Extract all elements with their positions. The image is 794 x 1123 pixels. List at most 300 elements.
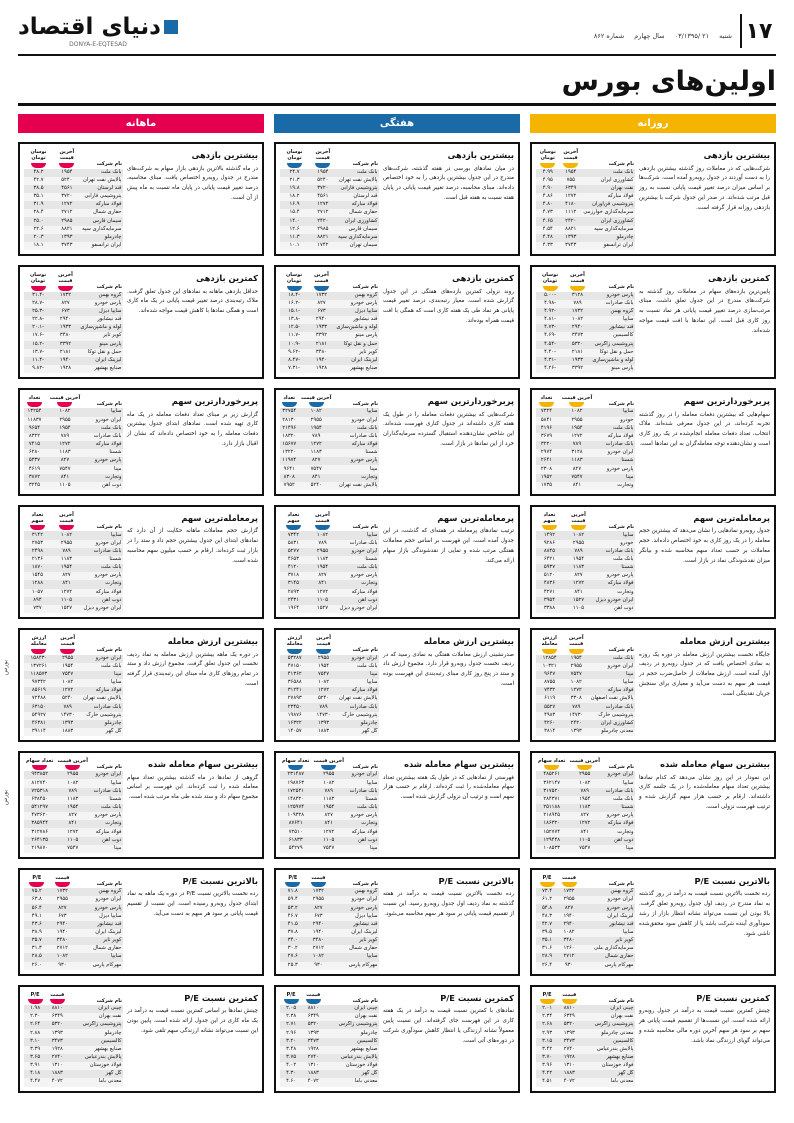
table-row <box>24 457 123 465</box>
table-row <box>24 945 123 953</box>
value-cell: ۳۴۷۳ <box>563 1037 575 1044</box>
company-name-cell: بانک صادرات <box>349 787 378 794</box>
value-cell: ۸۴۱ <box>60 473 70 480</box>
company-name-cell: پارس خودرو <box>606 812 634 819</box>
value-cell: ۱۴۷۳۰ <box>60 711 75 718</box>
company-name-cell: سایپا <box>110 679 122 686</box>
header-marker-icon <box>50 999 65 1004</box>
company-name-cell: فولاد مبارکه <box>351 201 378 208</box>
header-marker-icon <box>287 649 302 654</box>
company-name-cell: ایران خودرو <box>607 896 634 903</box>
table-row <box>24 341 123 349</box>
value-cell: ۴.۲۶- <box>544 365 556 372</box>
column-header-cell: تعداد <box>280 394 299 408</box>
value-cell: ۱۷۲۵۴۱ <box>287 787 305 794</box>
value-cell: ۱۵۸۴۳۰ <box>30 654 48 661</box>
value-cell: ۱۳۹۳ <box>62 719 74 726</box>
stat-table <box>24 757 123 853</box>
company-name-cell: سایپا <box>110 779 122 786</box>
company-name-cell: بانک صادرات <box>605 547 634 554</box>
value-cell: ۹.۶۲- <box>288 348 300 355</box>
table-row <box>536 1070 635 1078</box>
company-name-cell: وتجارت <box>361 473 378 480</box>
table-row <box>536 465 635 473</box>
company-name-cell: چینی ایران <box>98 1005 122 1012</box>
value-cell: ۲۹۸۵ <box>61 217 73 224</box>
stat-block <box>18 985 264 1093</box>
date-weekday: شنبه <box>719 31 732 40</box>
column-header-cell: تعداد <box>536 394 557 408</box>
value-cell: ۷۵۴۷ <box>570 670 582 677</box>
company-name-cell: پارس خودرو <box>94 299 122 306</box>
value-cell: ۱۰۸۲ <box>317 679 330 686</box>
value-cell: ۳۹.۵ <box>542 929 553 935</box>
block-title: کمترین بازدهی <box>196 273 258 284</box>
table-row <box>24 953 123 961</box>
value-cell: ۴.۹۸- <box>544 299 556 306</box>
value-cell: ۲۷۱۲ <box>312 945 324 952</box>
column-daily <box>530 114 776 1093</box>
company-name-cell: پتروشیمی خارک <box>86 711 122 718</box>
table-row <box>536 531 635 539</box>
value-cell: ۸۷۶۴۱ <box>288 820 303 827</box>
stat-block <box>274 751 520 859</box>
column-header-cell: نام شرکت <box>352 764 378 771</box>
value-cell: ۷۸۹ <box>573 299 582 306</box>
table-row <box>24 896 123 904</box>
value-cell: ۱۹۵۴ <box>579 795 591 802</box>
value-cell: ۱۹۵۴ <box>67 804 79 811</box>
value-cell: ۸۲۷ <box>314 904 323 911</box>
company-name-cell: چینی ایران <box>610 1005 634 1012</box>
company-name-cell: کویر تایر <box>615 937 634 944</box>
company-name-cell: چادرملو <box>104 1029 122 1036</box>
company-name-cell: چادرملو <box>360 1029 378 1036</box>
company-name-cell: فولاد مبارکه <box>351 687 378 694</box>
value-cell: ۲.۹۳ <box>542 1029 553 1036</box>
value-cell: ۳۴۷۳ <box>571 332 584 339</box>
value-cell: ۸۹۴ <box>33 596 42 603</box>
company-name-cell: شستا <box>621 804 634 811</box>
block-body-text: پرمعامله‌ترین سهم گزارش حجم معاملات ماهانه حکایت از آن دارد که نمادهای ابتدای این جدول بیشترین حجم داد و ستد را در بازار ثبت کرده‌اند. ارقام بر حسب میلیون سهم محاسبه شده است. <box>127 512 258 564</box>
value-cell: ۴۹.۱ <box>31 912 42 919</box>
company-name-cell: سایپا دیزل <box>354 912 378 919</box>
value-cell: ۴۸۵۲۶۱ <box>543 771 561 778</box>
value-cell: ۳۶۵۸۸ <box>287 679 302 686</box>
company-name-cell: فولاد مبارکه <box>95 201 122 208</box>
value-cell: ۱۸.۱ <box>33 242 44 248</box>
company-name-cell: سایپا <box>622 531 634 538</box>
value-cell: ۷۸۹ <box>318 539 327 546</box>
value-cell: ۴.۶۰ <box>286 1078 297 1085</box>
company-name-cell: قند نیشابور <box>97 920 122 927</box>
company-name-cell: مپنا <box>370 670 378 677</box>
table-row <box>24 474 123 482</box>
logo-square-icon <box>164 20 178 34</box>
company-name-cell: ذوب آهن <box>102 481 122 488</box>
value-cell: ۳۸.۹ <box>31 929 42 935</box>
company-name-cell: سرمایه‌گذاری ملی <box>594 945 634 952</box>
table-row <box>280 1054 379 1062</box>
value-cell: ۵۲۴۰ <box>317 695 330 702</box>
value-cell: ۴۶۵۳ <box>287 556 300 562</box>
value-cell: ۷۵۵ <box>566 176 575 183</box>
table-row <box>536 687 635 695</box>
table-row <box>536 425 635 433</box>
table-row <box>24 655 123 663</box>
table-row <box>24 449 123 457</box>
value-cell: ۲۳۱۴۸۷ <box>287 771 305 778</box>
value-cell: ۱۱۸۳ <box>59 449 71 456</box>
value-cell: ۳۹۱۱۴ <box>31 728 46 734</box>
value-cell: ۱۹۲۸ <box>315 365 328 372</box>
block-body-text: بیشترین سهام معامله شده این نمودار در این روز نشان می‌دهد که کدام نمادها بیشترین تعداد سهام معامله‌شده را در یک جلسه کاری داشته‌اند. ارقام بر حسب هزار سهم گزارش شده و ترتیب فهرست نزولی است. <box>639 759 770 810</box>
block-title: پربرخوردارترین سهم <box>683 396 770 407</box>
value-cell: ۱۹۸۷۶ <box>287 711 302 718</box>
column-header-cell: P/E <box>536 991 558 1005</box>
header-marker-icon <box>306 999 321 1004</box>
stat-table <box>280 511 379 613</box>
value-cell: ۸۴۱ <box>574 588 583 595</box>
company-name-cell: فولاد مبارکه <box>607 193 634 200</box>
company-name-cell: سیمان تهران <box>349 242 378 248</box>
company-name-cell: وتجارت <box>361 580 378 587</box>
company-name-cell: پارس خودرو <box>606 291 634 298</box>
table-row <box>280 531 379 539</box>
stat-block <box>530 868 776 976</box>
value-cell: ۱۸۸۳ <box>51 1070 63 1077</box>
value-cell: ۸۲۷ <box>312 457 321 464</box>
table-row <box>280 332 379 340</box>
table-row <box>24 712 123 720</box>
value-cell: ۱۹۵۴ <box>62 662 74 669</box>
value-cell: ۱۸۸۳ <box>307 1070 319 1077</box>
company-name-cell: کویر تایر <box>359 937 378 944</box>
column-header-cell: نام شرکت <box>608 284 634 291</box>
value-cell: ۳۵.۱ <box>33 193 44 200</box>
table-row <box>280 1070 379 1078</box>
value-cell: ۷۸۹ <box>60 432 70 439</box>
company-name-cell: پارس خودرو <box>350 904 378 911</box>
value-cell: ۱۰.۱ <box>289 242 300 248</box>
table-row <box>536 441 635 449</box>
table-row <box>24 465 123 473</box>
stat-block <box>18 751 264 859</box>
table-row <box>536 679 635 687</box>
column-header-cell: قیمت <box>50 874 76 888</box>
table-row <box>280 365 379 373</box>
table-row <box>536 308 635 316</box>
content-columns <box>18 114 776 1093</box>
table-row <box>280 349 379 357</box>
value-cell: ۴.۷۳- <box>544 324 556 331</box>
value-cell: ۷۲۵۳۱۸ <box>31 787 49 794</box>
value-cell: ۸۱۲۷۴۰ <box>31 779 49 786</box>
value-cell: ۵۹۳۷ <box>543 564 556 571</box>
table-row <box>280 465 379 473</box>
value-cell: ۳۱۲۸ <box>571 449 583 456</box>
column-header-weekly: هفتگی <box>274 114 520 133</box>
company-name-cell: سایپا <box>110 953 122 960</box>
value-cell: ۳۷۱۸ <box>287 572 300 579</box>
value-cell: ۱۹۲۸ <box>307 1045 319 1052</box>
value-cell: ۵۴۹۲۷ <box>31 711 46 718</box>
table-row <box>536 408 635 416</box>
company-name-cell: قند لرستان <box>353 193 378 200</box>
value-cell: ۱۵۲۷ <box>60 604 73 611</box>
table-row <box>24 564 123 572</box>
table-row <box>280 720 379 728</box>
value-cell: ۶۷۳ <box>314 912 323 919</box>
company-name-cell: سایپا <box>110 531 122 538</box>
value-cell: ۱۸.۴- <box>288 291 300 298</box>
value-cell: ۱۵۶۷۷ <box>282 441 297 448</box>
value-cell: ۱۰۸۲ <box>316 531 329 538</box>
value-cell: ۳۴۸۰ <box>312 937 324 944</box>
company-name-cell: ایران خودرو <box>95 771 122 778</box>
stat-table <box>536 148 635 250</box>
company-name-cell: فولاد مبارکه <box>351 441 378 448</box>
table-row <box>280 605 379 613</box>
company-name-cell: فولاد مبارکه <box>351 588 378 595</box>
company-name-cell: بانک صادرات <box>93 432 122 439</box>
company-name-cell: چینی ایران <box>354 1005 378 1012</box>
header-marker-icon <box>27 402 42 407</box>
table-row <box>24 779 123 787</box>
value-cell: ۷۳۲۴ <box>540 408 553 415</box>
column-header-cell: تعداد سهم <box>280 511 307 532</box>
company-name-cell: پالایش نفت اصفهان <box>590 695 634 702</box>
company-name-cell: پارس خودرو <box>350 572 378 579</box>
value-cell: ۴۲۶۰ <box>544 719 556 726</box>
company-name-cell: حمل و نقل توکا <box>343 340 378 347</box>
block-title: بیشترین بازدهی <box>447 150 514 160</box>
column-header-cell: نام شرکت <box>96 284 122 291</box>
value-cell: ۴۷۱۵۰ <box>287 662 302 669</box>
company-name-cell: فولاد مبارکه <box>607 687 634 694</box>
block-body-text: کمترین نسبت P/E چینش کمترین نسبت قیمت به درآمد در جدول روبه‌رو ارائه شده است. این نسبت‌ها از تقسیم قیمت پایانی هر سهم بر سود هر سهم آخرین دوره مالی محاسبه شده و می‌تواند گویای ارزندگی نماد باشد. <box>639 992 770 1044</box>
company-name-cell: لیزینگ ایران <box>607 912 634 919</box>
value-cell: ۳۴۸۰ <box>563 937 575 944</box>
company-name-cell: پالایش نفت تهران <box>339 695 378 702</box>
value-cell: ۲۷۴۰ <box>307 1053 319 1060</box>
value-cell: ۷۸۹ <box>324 787 333 794</box>
company-name-cell: وتجارت <box>105 820 122 827</box>
company-name-cell: بانک صادرات <box>605 703 634 710</box>
table-row <box>536 417 635 425</box>
table-row <box>536 580 635 588</box>
table-row <box>536 185 635 193</box>
value-cell: ۲.۳۴ <box>542 1013 553 1020</box>
value-cell: ۳۸۵۹۴۴ <box>31 820 49 827</box>
value-cell: ۱۰۳۲۱ <box>542 662 557 669</box>
company-name-cell: کالسیمین <box>101 1037 122 1044</box>
table-row <box>24 962 123 970</box>
value-cell: ۱۹۵۴ <box>323 804 335 811</box>
value-cell: ۱۲۵۹۷۴ <box>287 804 305 811</box>
value-cell: ۱۴۰۵۷ <box>287 728 302 734</box>
column-header-cell: نوسان تومان <box>24 271 52 292</box>
value-cell: ۱۲۷۲ <box>317 687 330 694</box>
value-cell: ۱۳.۷- <box>32 348 44 355</box>
table-row <box>280 671 379 679</box>
value-cell: ۷۵۴۷ <box>317 670 330 677</box>
value-cell: ۲۱.۳ <box>289 176 300 183</box>
table-row <box>280 687 379 695</box>
company-name-cell: کالسیمین <box>357 1037 378 1044</box>
value-cell: ۵۲۴۰ <box>317 176 329 183</box>
company-name-cell: فولاد مبارکه <box>95 441 122 448</box>
stat-table <box>536 757 635 853</box>
company-name-cell: مپنا <box>626 473 634 480</box>
table-row <box>280 655 379 663</box>
value-cell: ۳۱۲۷۸۶ <box>31 828 49 835</box>
table-row <box>24 234 123 242</box>
table-row <box>280 449 379 457</box>
table-row <box>280 242 379 250</box>
value-cell: ۸.۴۷- <box>288 356 300 363</box>
value-cell: ۲۷۱۲ <box>317 209 329 216</box>
value-cell: ۱۹۵۴ <box>60 564 73 571</box>
value-cell: ۸۲۷ <box>574 572 583 579</box>
column-header-cell: نام شرکت <box>608 161 634 168</box>
value-cell: ۱۹۳۳ <box>571 356 584 363</box>
company-name-cell: نفت بهران <box>610 184 634 191</box>
company-name-cell: قند نیشابور <box>353 316 378 323</box>
company-name-cell: پالایش نفت تهران <box>83 695 122 702</box>
value-cell: ۷۵۴۷ <box>571 473 583 480</box>
stat-block <box>18 142 264 256</box>
value-cell: ۷۸۹ <box>574 547 583 554</box>
table-row <box>280 945 379 953</box>
value-cell: ۱۲۹۴۴۸ <box>543 836 561 843</box>
value-cell: ۱۹۴۰ <box>59 356 72 363</box>
column-header-cell: آخرین قیمت <box>53 148 81 169</box>
value-cell: ۴۶۱۹ <box>28 465 41 472</box>
company-name-cell: پارس مینو <box>611 365 634 372</box>
company-name-cell: معدنی باما <box>98 1078 122 1085</box>
company-name-cell: پالایش بندرعباس <box>597 1045 634 1052</box>
side-label-bourse-1: بورس <box>2 660 9 675</box>
column-header-cell: قیمت <box>558 874 580 888</box>
header-marker-icon <box>29 882 44 887</box>
value-cell: ۳۱۴۵ <box>287 580 300 587</box>
value-cell: ۵۳۲۰ <box>571 340 584 347</box>
value-cell: ۱۷۴۲ <box>317 242 329 248</box>
value-cell: ۶۷۳ <box>61 307 70 314</box>
table-row <box>280 217 379 225</box>
table-row <box>24 1005 123 1013</box>
value-cell: ۲۱۹۸۷۰ <box>31 844 49 851</box>
block-title: بالاترین نسبت P/E <box>694 875 770 886</box>
column-header-cell: آخرین قیمت <box>557 394 597 408</box>
table-row <box>536 556 635 564</box>
company-name-cell: فولاد خوزستان <box>601 1062 634 1069</box>
value-cell: ۱۲۷۲ <box>62 687 74 694</box>
company-name-cell: شستا <box>109 556 122 562</box>
value-cell: ۱۸۶۳۲۰ <box>543 820 561 827</box>
stat-table <box>536 271 635 373</box>
value-cell: ۳۰.۲ <box>287 945 298 952</box>
company-name-cell: پارس خودرو <box>94 904 122 911</box>
block-title: کمترین بازدهی <box>708 273 770 284</box>
value-cell: ۴.۳۰ <box>286 1070 297 1077</box>
company-name-cell: سیمان فارس <box>92 217 122 224</box>
table-row <box>280 1021 379 1029</box>
value-cell: ۱۰۸۲ <box>571 316 584 323</box>
value-cell: ۴۱۳۶۲ <box>287 670 302 677</box>
header-marker-icon <box>287 286 302 291</box>
value-cell: ۸۴۱ <box>580 828 589 835</box>
company-name-cell: سایپا <box>366 531 378 538</box>
value-cell: ۲.۷۱ <box>286 1021 297 1028</box>
header-marker-icon <box>562 882 577 887</box>
company-name-cell: کویر تایر <box>103 937 122 944</box>
value-cell: ۲۵.۳ <box>287 961 298 968</box>
stat-table <box>24 271 123 373</box>
value-cell: ۱۵.۲- <box>32 340 44 347</box>
value-cell: ۲۹۴۰ <box>312 920 324 927</box>
table-row <box>24 1078 123 1086</box>
value-cell: ۳۱.۶ <box>542 945 553 952</box>
column-header-cell: نام شرکت <box>96 647 122 654</box>
value-cell: ۱۷۳۲ <box>56 888 68 895</box>
block-body-text: کمترین بازدهی حداقل بازدهی ماهانه به نمادهای این جدول تعلق گرفت. ملاک رتبه‌بندی درصد تغییر قیمت پایانی در یک ماه کاری است و همگی نمادها با کاهش قیمت مواجه شده‌اند. <box>127 273 258 315</box>
table-row <box>536 804 635 812</box>
value-cell: ۳۲۲۰ <box>540 441 553 448</box>
value-cell: ۲۸۹۳ <box>287 588 300 595</box>
value-cell: ۳.۲۰ <box>286 1037 297 1044</box>
company-name-cell: بانک ملت <box>357 662 378 669</box>
table-row <box>280 548 379 556</box>
value-cell: ۱۱۰۵ <box>323 836 335 843</box>
company-name-cell: بانک ملت <box>613 168 634 175</box>
column-header-cell: آخرین قیمت <box>308 271 335 292</box>
company-name-cell: صنایع بهشهر <box>94 365 122 372</box>
value-cell: ۲.۶۴ <box>30 1021 41 1028</box>
value-cell: ۲۷۸۹۳ <box>287 695 302 702</box>
table-row <box>280 771 379 779</box>
value-cell: ۲۹۷۴ <box>540 449 553 456</box>
column-header-cell: آخرین قیمت <box>564 271 591 292</box>
value-cell: ۷۸۹ <box>572 703 581 710</box>
value-cell: ۸۸۱۰ <box>307 1005 319 1012</box>
table-row <box>536 177 635 185</box>
column-header-cell: نام شرکت <box>96 524 122 531</box>
column-header-cell: آخرین قیمت <box>307 511 338 532</box>
value-cell: ۲۹۴۰ <box>315 316 328 323</box>
value-cell: ۲۹۵۵ <box>317 654 330 661</box>
column-header-cell: نوسان تومان <box>280 271 308 292</box>
value-cell: ۳۴۷۳ <box>307 1037 319 1044</box>
company-name-cell: ایران خودرو <box>95 416 122 423</box>
value-cell: ۳.۱۰ <box>30 1037 41 1044</box>
column-header-cell: آخرین قیمت <box>311 757 346 771</box>
table-row <box>536 1013 635 1021</box>
block-body-text: بالاترین نسبت P/E رده نخست بالاترین نسبت قیمت به درآمد در روز گذشته به نماد مندرج در ردیف اول جدول روبه‌رو تعلق گرفت. بالا بودن این نسبت می‌تواند نشانه انتظار بازار از رشد سودآوری آینده شرکت باشد یا از کاهش سود محقق‌شده ناشی شود. <box>639 875 770 937</box>
table-row <box>536 449 635 457</box>
table-row <box>536 812 635 820</box>
stat-table <box>24 148 123 250</box>
company-name-cell: سرمایه‌گذاری سپه <box>82 225 122 232</box>
company-name-cell: بانک صادرات <box>605 299 634 306</box>
value-cell: ۲۴۳۱ <box>287 596 300 603</box>
value-cell: ۱۰۸۲ <box>67 779 79 786</box>
value-cell: ۱۱۸۳ <box>579 804 591 811</box>
company-name-cell: سایپا <box>622 929 634 935</box>
value-cell: ۱۳۷۲۶۱ <box>30 662 48 669</box>
table-row <box>536 605 635 613</box>
